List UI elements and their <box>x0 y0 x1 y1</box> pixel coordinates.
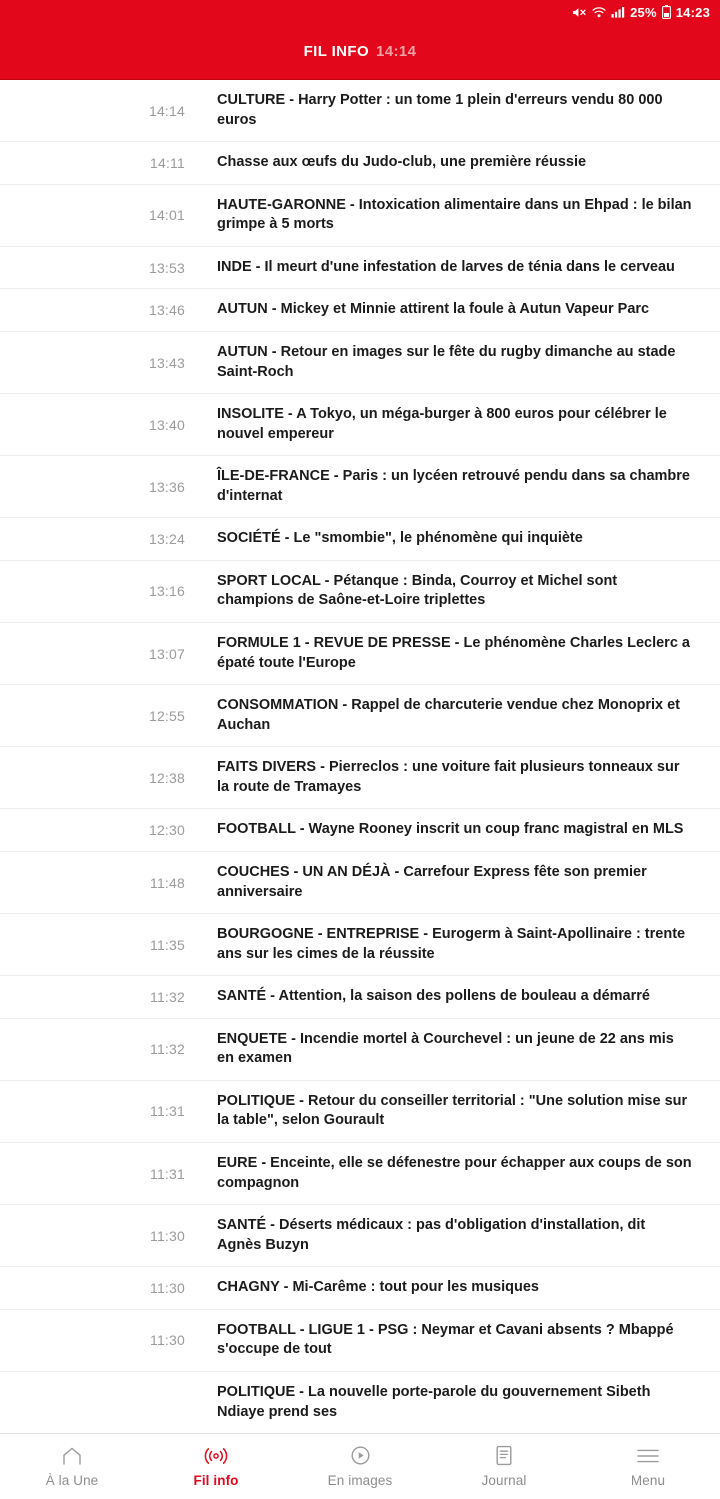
signal-icon <box>611 6 625 18</box>
tab-label: À la Une <box>45 1472 99 1488</box>
news-item-headline: CULTURE - Harry Potter : un tome 1 plein d'erreurs vendu 80 000 euros <box>217 92 663 128</box>
news-feed-item[interactable] <box>0 289 720 332</box>
status-bar <box>0 0 720 24</box>
news-item-headline: Chasse aux œufs du Judo-club, une première réussie <box>217 154 587 171</box>
news-item-time: 13:53 <box>148 259 185 276</box>
news-item-headline: INDE - Il meurt d'une infestation de larves de ténia dans le cerveau <box>217 258 675 275</box>
news-item-headline: CHAGNY - Mi-Carême : tout pour les musiques <box>217 1279 539 1296</box>
battery-percent: 25% <box>630 4 657 20</box>
news-item-headline: COUCHES - UN AN DÉJÀ - Carrefour Express fête son premier anniversaire <box>217 863 647 900</box>
news-item-time: 11:35 <box>150 936 185 953</box>
news-item-headline: SOCIÉTÉ - Le "smombie", le phénomène qui inquiète <box>217 530 583 547</box>
tab-label: Journal <box>481 1472 527 1488</box>
tab-label: En images <box>327 1472 393 1488</box>
status-bar-clock: 14:23 <box>675 4 710 20</box>
news-item-time: 13:46 <box>148 302 185 319</box>
news-item-time: 14:01 <box>148 207 185 224</box>
news-item-time: 14:11 <box>150 154 185 171</box>
news-feed-item[interactable] <box>0 623 720 685</box>
news-feed-item[interactable] <box>0 561 720 623</box>
news-item-headline: FORMULE 1 - REVUE DE PRESSE - Le phénomène Charles Leclerc a épaté toute l'Europe <box>217 635 690 671</box>
news-item-time: 11:31 <box>150 1103 185 1120</box>
news-feed-item[interactable] <box>0 247 720 290</box>
news-item-headline: FOOTBALL - Wayne Rooney inscrit un coup franc magistral en MLS <box>217 821 684 838</box>
news-item-headline: ÎLE-DE-FRANCE - Paris : un lycéen retrouvé pendu dans sa chambre d'internat <box>217 468 690 504</box>
news-item-time: 12:55 <box>148 707 185 724</box>
tab-fil-info[interactable] <box>144 1434 288 1499</box>
tab-journal[interactable] <box>432 1434 576 1499</box>
news-feed-item[interactable] <box>0 185 720 247</box>
news-item-headline: AUTUN - Retour en images sur le fête du rugby dimanche au stade Saint-Roch <box>217 343 676 380</box>
news-feed-item[interactable] <box>0 1081 720 1143</box>
battery-icon <box>662 5 671 19</box>
tab-en-images[interactable] <box>288 1434 432 1499</box>
news-feed-item[interactable] <box>0 1267 720 1310</box>
news-item-headline: AUTUN - Mickey et Minnie attirent la foule à Autun Vapeur Parc <box>217 301 650 318</box>
mute-icon <box>572 6 587 19</box>
document-icon <box>495 1446 513 1466</box>
news-item-time: 13:24 <box>148 531 185 548</box>
news-feed-list[interactable] <box>0 80 720 1433</box>
news-item-time: 11:30 <box>150 1280 185 1297</box>
news-feed-item[interactable] <box>0 747 720 809</box>
tab-label: Fil info <box>193 1472 239 1488</box>
news-item-time: 13:07 <box>148 645 185 662</box>
news-item-time: 11:48 <box>150 874 185 891</box>
news-item-time: 11:31 <box>150 1165 185 1182</box>
news-feed-item[interactable] <box>0 1372 720 1433</box>
news-feed-item[interactable] <box>0 914 720 976</box>
news-feed-item[interactable] <box>0 142 720 185</box>
news-item-time: 14:14 <box>148 102 185 119</box>
news-item-time: 13:36 <box>148 478 185 495</box>
news-item-headline: CONSOMMATION - Rappel de charcuterie vendue chez Monoprix et Auchan <box>217 697 680 733</box>
news-feed-item[interactable] <box>0 518 720 561</box>
news-item-headline: SANTÉ - Déserts médicaux : pas d'obligation d'installation, dit Agnès Buzyn <box>217 1217 646 1253</box>
news-feed-item[interactable] <box>0 1143 720 1205</box>
news-item-headline: POLITIQUE - Retour du conseiller territorial : "Une solution mise sur la table", selon Gourault <box>217 1092 688 1129</box>
news-item-headline: FAITS DIVERS - Pierreclos : une voiture fait plusieurs tonneaux sur la route de Tramayes <box>217 759 680 795</box>
news-item-time: 12:38 <box>148 769 185 786</box>
news-item-time: 11:32 <box>150 1041 185 1058</box>
news-feed-item[interactable] <box>0 976 720 1019</box>
news-feed-item[interactable] <box>0 1205 720 1267</box>
page-title: FIL INFO <box>303 43 370 60</box>
news-item-time: 11:30 <box>150 1227 185 1244</box>
news-feed-item[interactable] <box>0 1019 720 1081</box>
news-item-time: 13:40 <box>148 416 185 433</box>
play-circle-icon <box>350 1446 371 1466</box>
news-item-headline: ENQUETE - Incendie mortel à Courchevel : un jeune de 22 ans mis en examen <box>217 1030 674 1067</box>
tab-label: Menu <box>630 1472 666 1488</box>
bottom-navigation <box>0 1433 720 1499</box>
news-item-headline: BOURGOGNE - ENTREPRISE - Eurogerm à Saint-Apollinaire : trente ans sur les cimes de la réussite <box>217 926 686 962</box>
feed-updated-time: 14:14 <box>376 43 417 60</box>
news-item-headline: POLITIQUE - La nouvelle porte-parole du gouvernement Sibeth Ndiaye prend ses <box>217 1383 651 1420</box>
news-item-headline: SANTÉ - Attention, la saison des pollens de bouleau a démarré <box>217 988 650 1005</box>
wifi-icon <box>592 6 606 19</box>
news-feed-item[interactable] <box>0 685 720 747</box>
news-item-headline: FOOTBALL - LIGUE 1 - PSG : Neymar et Cavani absents ? Mbappé s'occupe de tout <box>217 1321 674 1358</box>
news-feed-item[interactable] <box>0 852 720 914</box>
news-item-time: 12:30 <box>148 822 185 839</box>
news-item-headline: HAUTE-GARONNE - Intoxication alimentaire dans un Ehpad : le bilan grimpe à 5 morts <box>217 196 692 233</box>
news-feed-item[interactable] <box>0 456 720 518</box>
broadcast-icon <box>203 1446 229 1466</box>
news-item-headline: INSOLITE - A Tokyo, un méga-burger à 800 euros pour célébrer le nouvel empereur <box>217 406 667 442</box>
news-item-time: 13:16 <box>148 583 185 600</box>
news-feed-item[interactable] <box>0 394 720 456</box>
news-item-headline: EURE - Enceinte, elle se défenestre pour échapper aux coups de son compagnon <box>217 1155 692 1191</box>
news-feed-item[interactable] <box>0 332 720 394</box>
news-item-time: 13:43 <box>148 354 185 371</box>
news-feed-item[interactable] <box>0 1310 720 1372</box>
news-feed-item[interactable] <box>0 80 720 142</box>
tab-la-une[interactable] <box>0 1434 144 1499</box>
news-item-headline: SPORT LOCAL - Pétanque : Binda, Courroy et Michel sont champions de Saône-et-Loire triplettes <box>217 572 618 609</box>
hamburger-icon <box>636 1446 660 1466</box>
app-header <box>0 24 720 80</box>
news-item-time: 11:32 <box>150 988 185 1005</box>
news-feed-item[interactable] <box>0 809 720 852</box>
home-icon <box>61 1446 83 1466</box>
news-item-time: 11:30 <box>150 1332 185 1349</box>
tab-menu[interactable] <box>576 1434 720 1499</box>
